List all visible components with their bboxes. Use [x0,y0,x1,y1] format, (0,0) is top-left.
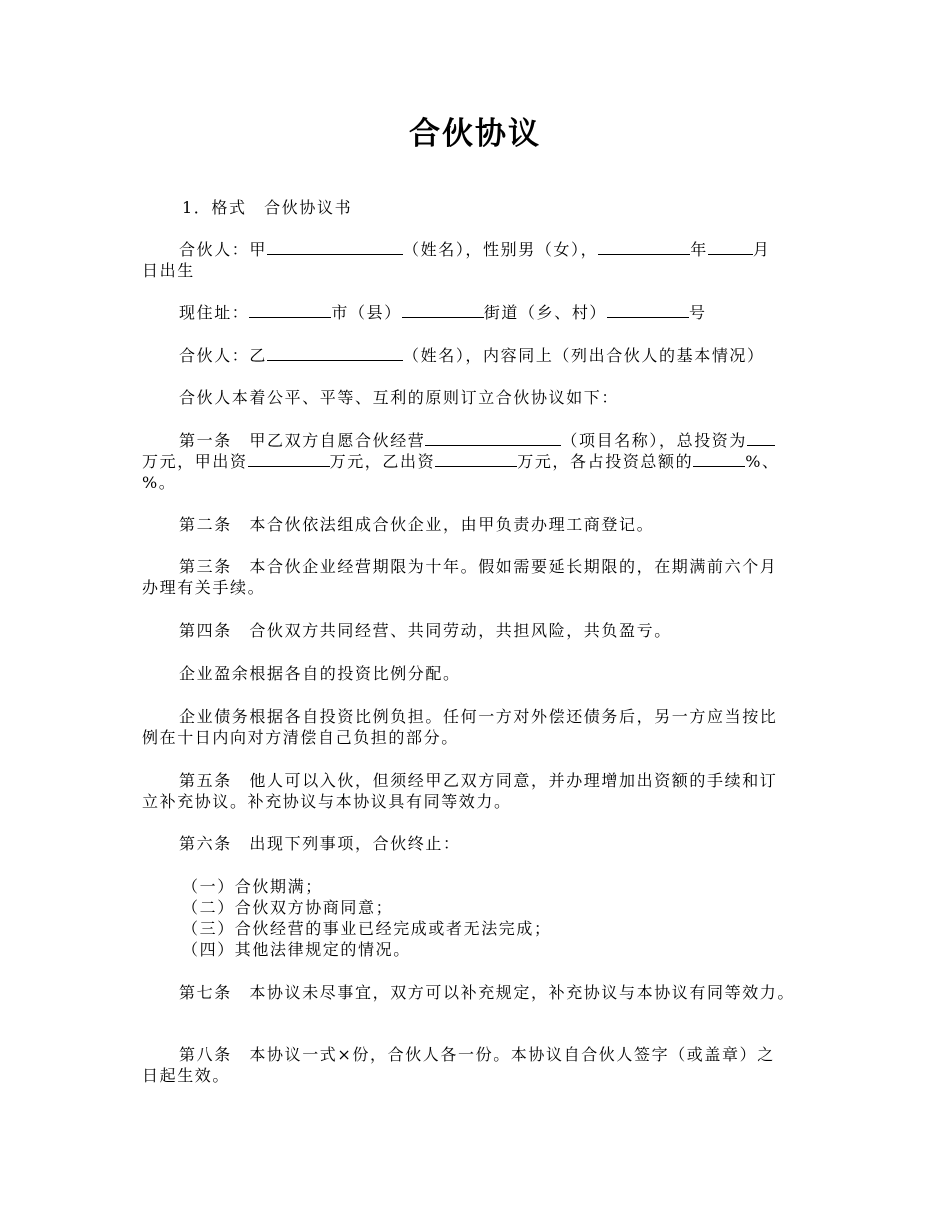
article-3-line-2: 办理有关手续。 [142,578,266,597]
address-label: 现住址： [179,303,250,322]
partner-a-month-label: 月 [752,240,771,259]
article-1-total-blank[interactable] [747,430,775,446]
article-6-paragraph: 第六条 出现下列事项，合伙终止： [179,834,461,853]
profit-paragraph: 企业盈余根据各自的投资比例分配。 [179,664,461,683]
article-1-text-g: %。 [142,473,177,492]
partner-a-label: 合伙人：甲 [179,240,268,259]
partner-b-label: 合伙人：乙 [179,346,268,365]
partner-b-text: （姓名），内容同上（列出合伙人的基本情况） [403,346,765,365]
termination-list [142,876,857,960]
address-paragraph [142,302,854,323]
article-1-text-c: 万元，甲出资 [142,452,248,471]
article-1-text-b: （项目名称），总投资为 [561,431,748,450]
partner-a-name-blank[interactable] [267,239,403,255]
partner-a-year-blank[interactable] [598,239,690,255]
article-1-text-d: 万元，乙出资 [329,452,436,471]
article-7-paragraph: 第七条 本协议未尽事宜，双方可以补充规定，补充协议与本协议有同等效力。 [179,983,796,1002]
address-number-blank[interactable] [607,302,689,318]
article-1-text-f: %、 [745,452,780,471]
article-5-line-2: 立补充协议。补充协议与本协议具有同等效力。 [142,792,512,811]
partner-a-birth-text: 日出生 [142,261,195,280]
article-8-paragraph [142,1044,854,1086]
article-1-paragraph [142,430,854,493]
article-1-percent-blank[interactable] [693,451,745,467]
list-item: （四）其他法律规定的情况。 [182,940,411,959]
address-street-label: 街道（乡、村） [483,303,608,322]
article-8-line-1: 第八条 本协议一式×份，合伙人各一份。本协议自合伙人签字（或盖章）之 [179,1045,775,1064]
article-3-paragraph [142,556,854,598]
list-item: （一）合伙期满； [182,877,323,896]
partner-b-name-blank[interactable] [267,345,403,361]
article-8-line-2: 日起生效。 [142,1066,231,1085]
debt-line-1: 企业债务根据各自投资比例负担。任何一方对外偿还债务后，另一方应当按比 [179,707,778,726]
address-number-label: 号 [689,303,707,322]
debt-paragraph [142,706,854,748]
address-street-blank[interactable] [402,302,484,318]
address-city-label: 市（县） [331,303,402,322]
address-city-blank[interactable] [249,302,331,318]
article-1-b-amount-blank[interactable] [435,451,517,467]
partner-a-paragraph [142,239,854,281]
debt-line-2: 例在十日内向对方清偿自己负担的部分。 [142,728,459,747]
partner-b-paragraph [142,345,854,366]
article-1-a-amount-blank[interactable] [248,451,330,467]
preamble-paragraph: 合伙人本着公平、平等、互利的原则订立合伙协议如下： [179,388,620,407]
article-2-paragraph: 第二条 本合伙依法组成合伙企业，由甲负责办理工商登记。 [179,515,655,534]
article-4-paragraph: 第四条 合伙双方共同经营、共同劳动，共担风险，共负盈亏。 [179,621,672,640]
article-1-text-a: 第一条 甲乙双方自愿合伙经营 [179,431,426,450]
article-1-project-blank[interactable] [425,430,561,446]
list-item: （三）合伙经营的事业已经完成或者无法完成； [182,919,552,938]
article-3-line-1: 第三条 本合伙企业经营期限为十年。假如需要延长期限的，在期满前六个月 [179,557,778,576]
document-title: 合伙协议 [409,116,541,152]
format-line: 1．格式 合伙协议书 [182,198,353,217]
article-5-paragraph [142,770,854,812]
article-1-text-e: 万元，各占投资总额的 [517,452,694,471]
list-item: （二）合伙双方协商同意； [182,898,394,917]
partner-a-gender-text: （姓名），性别男（女）， [403,240,599,259]
article-5-line-1: 第五条 他人可以入伙，但须经甲乙双方同意，并办理增加出资额的手续和订 [179,771,778,790]
partner-a-year-label: 年 [690,240,708,259]
partner-a-month-blank[interactable] [708,239,753,255]
